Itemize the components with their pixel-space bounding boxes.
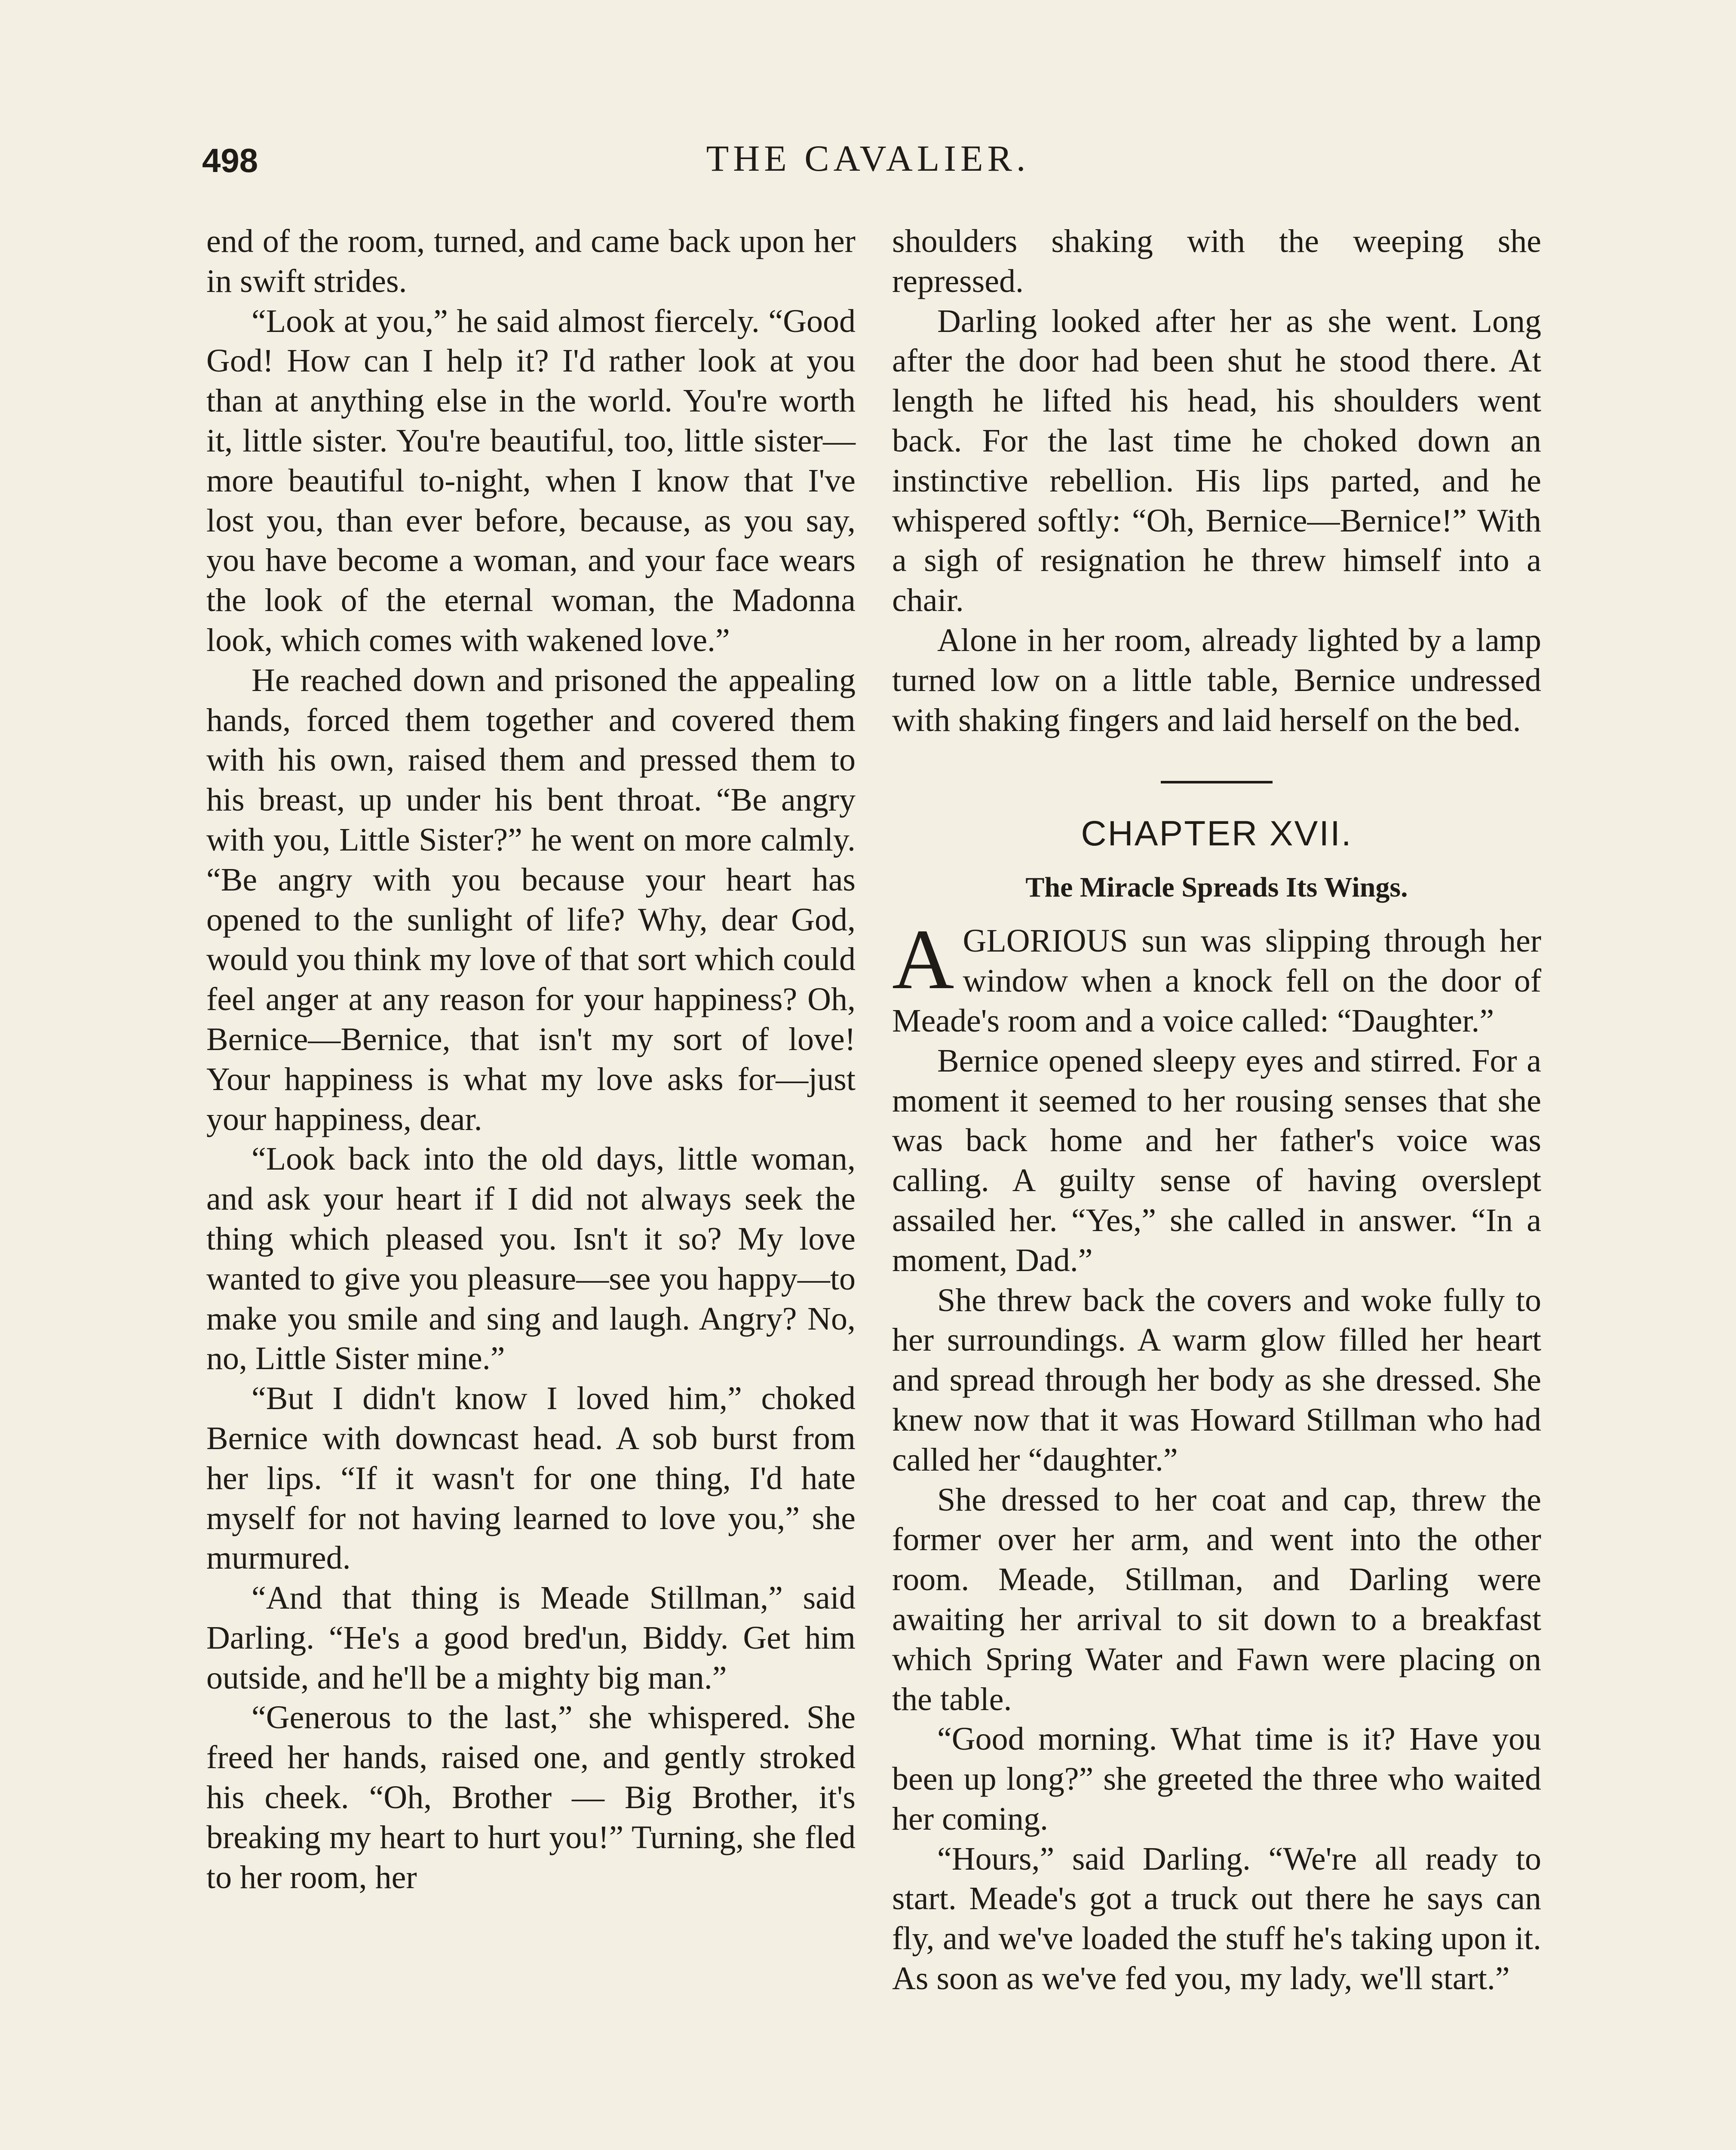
chapter-title: CHAPTER XVII. xyxy=(1081,814,1353,854)
paragraph: end of the room, turned, and came back upon her in swift strides. xyxy=(206,223,856,299)
section-divider xyxy=(1161,781,1273,783)
chapter-opening xyxy=(892,912,1541,1041)
paragraph: “Generous to the last,” she whispered. She freed her hands, raised one, and gently stroked his cheek. “Oh, Brother — Big Brother, it's breaking my heart to hurt you!” Turning, she fled to her room, her xyxy=(206,1699,856,1895)
running-head: THE CAVALIER. xyxy=(706,138,1030,179)
paragraph: “Look back into the old days, little woman, and ask your heart if I did not always seek the thing which pleased you. Isn't it so? My love wanted to give you pleasure—see you happy—to make you smile and sing and laugh. Angry? No, no, Little Sister mine.” xyxy=(206,1141,856,1377)
chapter-subtitle: The Miracle Spreads Its Wings. xyxy=(1025,872,1408,903)
paragraph: “But I didn't know I loved him,” choked Bernice with downcast head. A sob burst from her lips. “If it wasn't for one thing, I'd hate myself for not having learned to love you,” she murmured. xyxy=(206,1380,856,1576)
paragraph: She dressed to her coat and cap, threw the former over her arm, and went into the other room. Meade, Stillman, and Darling were awaiting her arrival to sit down to a breakfast which Spring Water and Fawn were placing on the table. xyxy=(892,1481,1541,1717)
paragraph: “And that thing is Meade Stillman,” said Darling. “He's a good bred'un, Biddy. Get him outside, and he'll be a mighty big man.” xyxy=(206,1580,856,1696)
paragraph: He reached down and prisoned the appealing hands, forced them together and covered them with his own, raised them and pressed them to his breast, up under his bent throat. “Be angry with you, Little Sister?” he went on more calmly. “Be angry with you because your heart has opened to the sunlight of life? Why, dear God, would you think my love of that sort which could feel anger at any reason for your happiness? Oh, Bernice—Bernice, that isn't my sort of love! Your happiness is what my love asks for—just your happiness, dear. xyxy=(206,662,856,1137)
page-number: 498 xyxy=(202,141,258,179)
paragraph: GLORIOUS sun was slipping through her window when a knock fell on the door of Meade's room and a voice called: “Daughter.” xyxy=(892,923,1541,1039)
paragraph: “Hours,” said Darling. “We're all ready to start. Meade's got a truck out there he says can fly, and we've loaded the stuff he's taking upon it. As soon as we've fed you, my lady, we'll start.” xyxy=(892,1840,1541,1997)
right-column xyxy=(892,221,1541,1999)
paragraph: “Look at you,” he said almost fiercely. “Good God! How can I help it? I'd rather look at you than at anything else in the world. You're worth it, little sister. You're beautiful, too, little sister—more beautiful to-night, when I know that I've lost you, than ever before, because, as you say, you have become a woman, and your face wears the look of the eternal woman, the Madonna look, which comes with wakened love.” xyxy=(206,303,856,658)
paragraph: Bernice opened sleepy eyes and stirred. For a moment it seemed to her rousing senses that she was back home and her father's voice was calling. A guilty sense of having overslept assailed her. “Yes,” she called in answer. “In a moment, Dad.” xyxy=(892,1042,1541,1278)
paragraph: Alone in her room, already lighted by a lamp turned low on a little table, Bernice undressed with shaking fingers and laid herself on the bed. xyxy=(892,622,1541,738)
paragraph: Darling looked after her as she went. Long after the door had been shut he stood there. At length he lifted his head, his shoulders went back. For the last time he choked down an instinctive rebellion. His lips parted, and he whispered softly: “Oh, Bernice—Bernice!” With a sigh of resignation he threw himself into a chair. xyxy=(892,303,1541,619)
left-column xyxy=(206,221,856,1897)
paragraph: shoulders shaking with the weeping she repressed. xyxy=(892,223,1541,299)
paragraph: “Good morning. What time is it? Have you been up long?” she greeted the three who waited her coming. xyxy=(892,1721,1541,1837)
paragraph: She threw back the covers and woke fully to her surroundings. A warm glow filled her heart and spread through her body as she dressed. She knew now that it was Howard Stillman who had called her “daughter.” xyxy=(892,1282,1541,1478)
drop-cap: A xyxy=(892,912,954,1007)
page-header xyxy=(0,137,1736,184)
